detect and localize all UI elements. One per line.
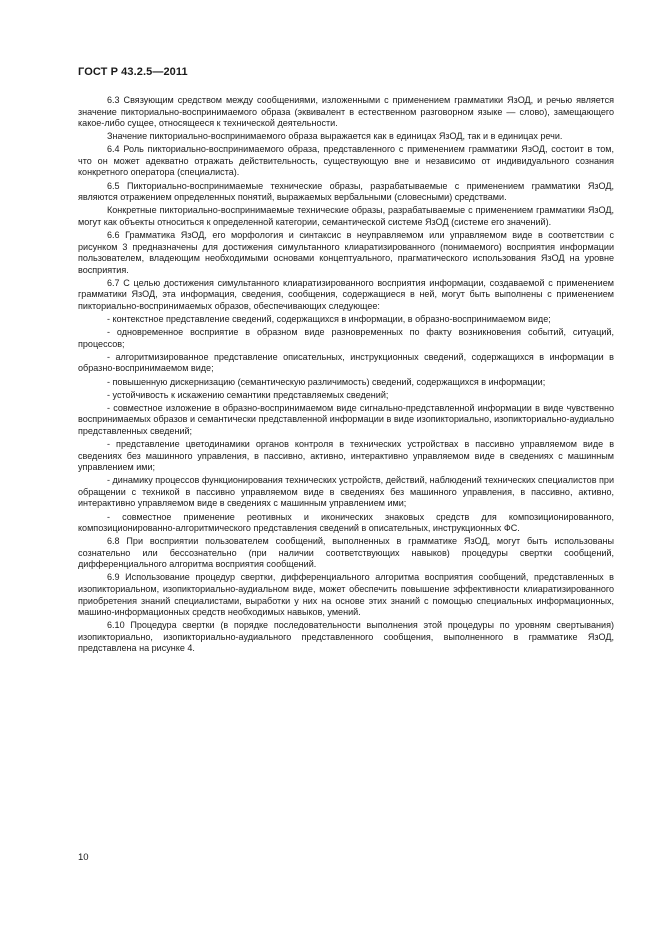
list-item: - совместное изложение в образно-воспринимаемом виде сигнально-представленной информации в виде чувственно воспринимаемых образов и семантически представленной информации в виде изопикториально, изопикториально-аудиально представленных сведений;: [78, 402, 614, 436]
document-header: ГОСТ Р 43.2.5—2011: [78, 66, 188, 78]
paragraph-6-7: 6.7 С целью достижения симультанного клиаратизированного восприятия информации, создаваемой с применением грамматики ЯзОД, эта информация, сведения, сообщения, содержащиеся в ней, могут быть выполнены с применением пикториально-воспринимаемых образов, обеспечивающих следующее:: [78, 277, 614, 311]
list-item: - представление цветодинамики органов контроля в технических устройствах в пассивно управляемом виде в сведениях без машинного управления, в пассивно, активно, интерактивно управляемом виде в сведениях с машинным управлением ими;: [78, 439, 614, 473]
list-item: - алгоритмизированное представление описательных, инструкционных сведений, содержащихся в информации в образно-воспринимаемом виде;: [78, 351, 614, 374]
page-number: 10: [78, 852, 89, 863]
paragraph-6-8: 6.8 При восприятии пользователем сообщений, выполненных в грамматике ЯзОД, могут быть использованы сознательно или бессознательно (при наличии соответствующих навыков) процедуры свертки сообщений, дифференциального алгоритма восприятия сообщений.: [78, 536, 614, 570]
list-item: - повышенную дискернизацию (семантическую различимость) сведений, содержащихся в информации;: [107, 376, 546, 387]
paragraph-6-5: 6.5 Пикториально-воспринимаемые технические образы, разрабатываемые с применением грамматики ЯзОД, являются отражением определенных понятий, выражаемых вербальными (словесными) средствами.: [78, 180, 614, 203]
list-item: - динамику процессов функционирования технических устройств, действий, наблюдений технических специалистов при обращении с техникой в пассивно управляемом виде в сведениях без машинного управления, в пассивно, активно, интерактивно управляемом виде в сведениях с машинным управлением ими;: [78, 475, 614, 509]
paragraph-6-9: 6.9 Использование процедур свертки, дифференциального алгоритма восприятия сообщений, представленных в изопикториальном, изопикториально-аудиальном виде, может обеспечить повышение эффективности клиаратизированного приобретения знаний специалистами, выработки у них на основе этих знаний с помощью специальных информационных, машино-информационных средств необходимых навыков, умений.: [78, 572, 614, 618]
paragraph-6-6: 6.6 Грамматика ЯзОД, его морфология и синтаксис в неуправляемом или управляемом виде в соответствии с рисунком 3 предназначены для достижения симультанного клиаратизированного (понимаемого) восприятия информации пользователем, владеющим необходимыми основами концептуального, прагматического использования ЯзОД на уровне восприятия.: [78, 229, 614, 275]
list-item: - совместное применение реотивных и иконических знаковых средств для композиционированного, композиционированно-алгоритмического представления сведений в описательных, инструкционных ФС.: [78, 511, 614, 534]
list-item: - устойчивость к искажению семантики представляемых сведений;: [107, 389, 389, 400]
document-body: [78, 95, 614, 656]
paragraph-6-5-note: Конкретные пикториально-воспринимаемые технические образы, разрабатываемые с применением грамматики ЯзОД, могут как объекты относиться к определенной категории, семантической системе ЯзОД (системе его значений).: [78, 205, 614, 227]
paragraph-6-4: 6.4 Роль пикториально-воспринимаемого образа, представленного с применением грамматики ЯзОД, состоит в том, что он может адекватно отражать действительность, существующую вне и независимо от индивидуального сознания конкретного оператора (специалиста).: [78, 144, 614, 178]
paragraph-6-3: 6.3 Связующим средством между сообщениями, изложенными с применением грамматики ЯзОД, и речью является значение пикториально-воспринимаемого образа (эквивалент в естественном разговорном языке — слово), замещающего какое-либо сущее, относящееся к технической деятельности.: [78, 95, 614, 129]
paragraph-6-10: 6.10 Процедура свертки (в порядке последовательности выполнения этой процедуры по уровням свертывания) изопикториально, изопикториально-аудиального представленного сообщения, выполненного в грамматике ЯзОД, представлена на рисунке 4.: [78, 620, 614, 654]
list-item: - одновременное восприятие в образном виде разновременных по факту возникновения событий, ситуаций, процессов;: [78, 327, 614, 349]
paragraph-6-3-note: Значение пикториально-воспринимаемого образа выражается как в единицах ЯзОД, так и в единицах речи.: [107, 131, 563, 142]
list-item: - контекстное представление сведений, содержащихся в информации, в образно-воспринимаемом виде;: [107, 314, 551, 324]
